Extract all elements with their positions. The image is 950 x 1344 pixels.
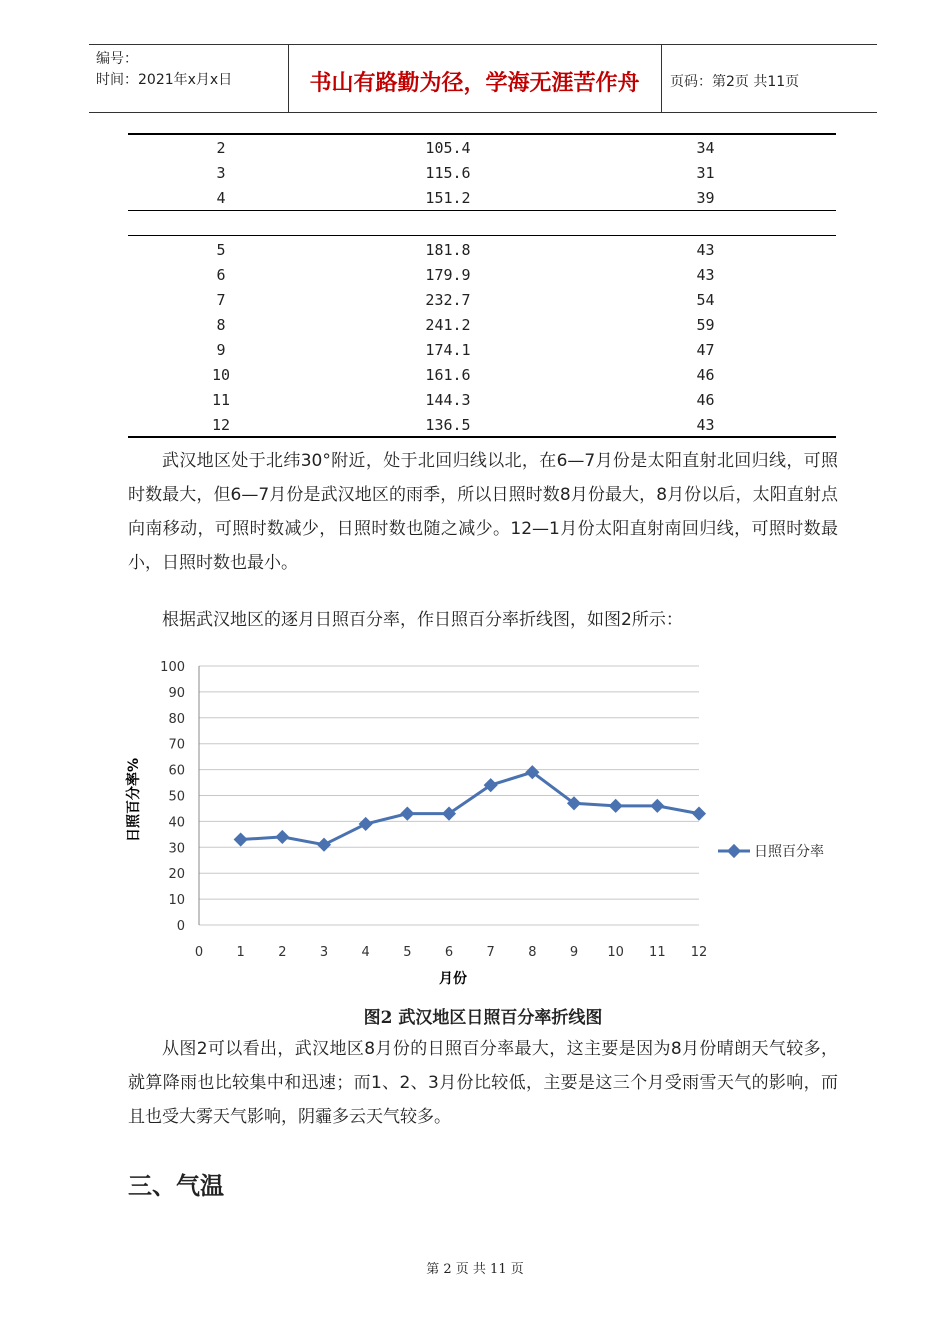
month-cell: 7 — [216, 291, 226, 309]
table-row — [128, 341, 836, 366]
month-cell: 4 — [216, 189, 226, 207]
hours-cell: 241.2 — [425, 316, 471, 334]
table-bottom-rule — [128, 436, 836, 438]
hours-cell: 105.4 — [425, 139, 471, 157]
hours-cell: 161.6 — [425, 366, 471, 384]
x-tick-label: 4 — [361, 945, 370, 960]
figure-caption: 图2 武汉地区日照百分率折线图 — [363, 1008, 603, 1028]
percent-cell: 47 — [696, 341, 715, 359]
hours-cell: 151.2 — [425, 189, 471, 207]
data-point-month-12 — [692, 807, 706, 821]
data-point-month-2 — [275, 830, 289, 844]
x-axis-label: 月份 — [439, 971, 467, 987]
percent-cell: 59 — [696, 316, 715, 334]
month-cell: 10 — [211, 366, 231, 384]
x-tick-label: 12 — [690, 945, 708, 960]
chart-legend — [718, 844, 824, 860]
x-tick-label: 1 — [236, 945, 245, 960]
hours-cell: 144.3 — [425, 391, 471, 409]
legend-label: 日照百分率 — [754, 844, 824, 860]
percent-cell: 39 — [696, 189, 715, 207]
chart-series — [234, 765, 706, 852]
table-row — [128, 139, 836, 164]
series-line — [241, 772, 699, 845]
header-meta — [96, 49, 232, 91]
y-tick-label: 50 — [168, 789, 185, 805]
table-mid-rule-2 — [128, 235, 836, 236]
hours-cell: 179.9 — [425, 266, 471, 284]
table-top-rule — [128, 133, 836, 135]
x-tick-label: 7 — [486, 945, 495, 960]
month-cell: 11 — [211, 391, 231, 409]
header-motto: 书山有路勤为径，学海无涯苦作舟 — [309, 71, 640, 96]
data-point-month-10 — [609, 799, 623, 813]
month-cell: 9 — [216, 341, 226, 359]
month-cell: 5 — [216, 241, 226, 259]
data-point-month-5 — [400, 807, 414, 821]
month-cell: 12 — [211, 416, 231, 434]
percent-cell: 31 — [696, 164, 715, 182]
y-axis-label: 日照百分率% — [126, 757, 142, 843]
y-tick-labels — [160, 660, 185, 934]
table-row — [128, 266, 836, 291]
y-tick-label: 10 — [168, 893, 185, 909]
line-chart — [110, 650, 850, 995]
number-label: 编号： — [96, 51, 138, 67]
x-tick-label: 2 — [278, 945, 287, 960]
y-tick-label: 80 — [168, 711, 185, 727]
y-tick-label: 0 — [176, 919, 185, 934]
table-row — [128, 366, 836, 391]
data-point-month-3 — [317, 838, 331, 852]
chart-gridlines — [199, 666, 699, 925]
percent-cell: 34 — [696, 139, 715, 157]
month-cell: 6 — [216, 266, 226, 284]
hours-cell: 174.1 — [425, 341, 471, 359]
hours-cell: 115.6 — [425, 164, 471, 182]
percent-cell: 46 — [696, 391, 715, 409]
x-tick-label: 11 — [649, 945, 666, 960]
table-row — [128, 316, 836, 341]
y-tick-label: 20 — [168, 867, 185, 883]
x-tick-label: 8 — [528, 945, 537, 960]
hours-cell: 181.8 — [425, 241, 471, 259]
y-tick-label: 30 — [168, 841, 185, 857]
y-tick-label: 60 — [168, 763, 185, 779]
percent-cell: 43 — [696, 416, 715, 434]
percent-cell: 54 — [696, 291, 715, 309]
x-tick-label: 3 — [319, 945, 329, 960]
x-tick-labels — [195, 945, 707, 960]
x-tick-label: 10 — [607, 945, 624, 960]
y-tick-label: 90 — [168, 685, 185, 701]
header-top-rule — [89, 44, 877, 45]
percent-cell: 43 — [696, 266, 715, 284]
table-row — [128, 164, 836, 189]
percent-cell: 43 — [696, 241, 715, 259]
header-bottom-rule — [89, 112, 877, 113]
hours-cell: 136.5 — [425, 416, 471, 434]
x-tick-label: 9 — [569, 945, 579, 960]
table-row — [128, 391, 836, 416]
month-cell: 2 — [216, 139, 226, 157]
percent-cell: 46 — [696, 366, 715, 384]
x-tick-label: 0 — [194, 945, 204, 960]
header-page-info: 页码：第2页 共11页 — [670, 74, 800, 90]
table-row — [128, 291, 836, 316]
table-mid-rule-1 — [128, 210, 836, 211]
time-label: 时间：2021年x月x日 — [96, 72, 233, 88]
table-row — [128, 241, 836, 266]
month-cell: 8 — [216, 316, 226, 334]
paragraph-2: 根据武汉地区的逐月日照百分率，作日照百分率折线图，如图2所示： — [162, 610, 683, 630]
y-tick-label: 70 — [168, 737, 185, 753]
x-tick-label: 5 — [403, 945, 412, 960]
data-point-month-1 — [234, 832, 248, 846]
y-tick-label: 100 — [160, 660, 185, 675]
paragraph-1: 武汉地区处于北纬30°附近，处于北回归线以北，在6—7月份是太阳直射北回归线，可照时数最大，但6—7月份是武汉地区的雨季，所以日照时数8月份最大，8月份以后，太阳直射点向南移动，可照时数减少，日照时数也随之减少。12—1月份太阳直射南回归线，可照时数最小，日照时数也最小。 — [128, 451, 838, 573]
hours-cell: 232.7 — [425, 291, 471, 309]
section-heading: 三、气温 — [128, 1171, 224, 1200]
y-tick-label: 40 — [168, 815, 185, 831]
month-cell: 3 — [216, 164, 226, 182]
data-point-month-11 — [650, 799, 664, 813]
data-point-month-4 — [359, 817, 373, 831]
header-divider-right — [661, 44, 662, 112]
page-footer: 第 2 页 共 11 页 — [426, 1262, 524, 1277]
x-tick-label: 6 — [444, 945, 454, 960]
paragraph-3: 从图2可以看出，武汉地区8月份的日照百分率最大，这主要是因为8月份晴朗天气较多，就算降雨也比较集中和迅速；而1、2、3月份比较低，主要是这三个月受雨雪天气的影响，而且也受大雾天气影响，阴霾多云天气较多。 — [128, 1039, 838, 1127]
legend-diamond-marker — [727, 844, 741, 858]
